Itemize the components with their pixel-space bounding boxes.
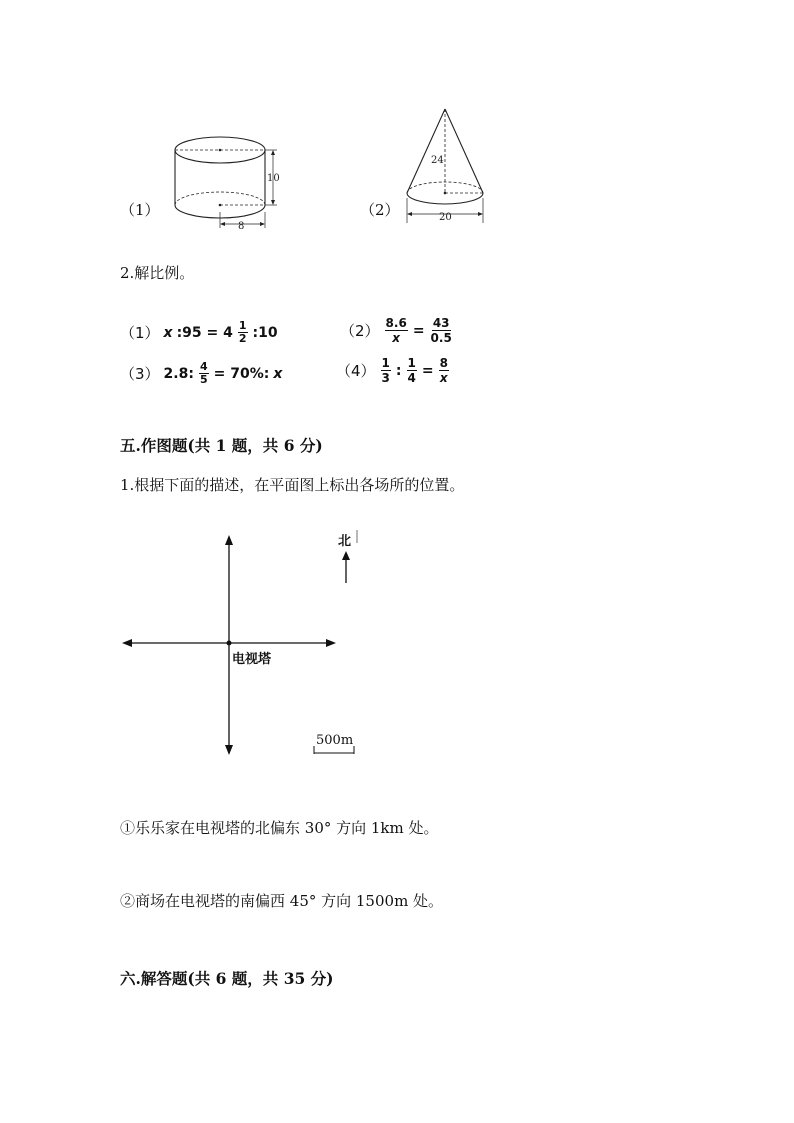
equals-sign: = [412,322,425,339]
north-label: 北 [338,534,352,549]
direction-map [115,525,375,765]
variable-x: x [163,324,173,341]
cylinder-label: （1） [120,201,160,219]
cylinder-height-label: 10 [267,173,280,184]
section-heading: 五.作图题(共 1 题，共 6 分) [120,436,323,455]
fraction: $\frac{1}{3}$ [381,356,390,385]
section-heading: 六.解答题(共 6 题，共 35 分) [120,969,334,988]
variable-x: x [273,365,283,382]
description-item-1: ①乐乐家在电视塔的北偏东 30° 方向 1km 处。 [120,819,439,837]
expression-part: :95 = 4 [176,324,233,341]
cone-figure [400,105,492,227]
expression-part: = 70%: [213,365,270,382]
question-text: 1.根据下面的描述，在平面图上标出各场所的位置。 [120,476,465,494]
proportion-3 [120,361,282,386]
question-title: 2.解比例。 [120,264,195,282]
expression-part: :10 [252,324,278,341]
fraction: $\frac{4}{5}$ [199,360,208,386]
fraction: $\frac{8}{x}$ [439,356,448,385]
cylinder-radius-label: 8 [238,221,245,232]
problem-number: （4） [336,362,376,380]
problem-number: （2） [340,322,380,340]
cylinder-figure [165,128,285,234]
equals-sign: = [421,362,434,379]
description-item-2: ②商场在电视塔的南偏西 45° 方向 1500m 处。 [120,892,444,910]
colon: : [395,362,402,379]
proportion-4 [336,356,450,385]
fraction: $\frac{1}{2}$ [238,319,247,345]
fraction: $\frac{43}{0.5}$ [430,316,452,345]
proportion-2 [340,316,454,345]
tower-label: 电视塔 [232,652,272,667]
cone-diameter-label: 20 [439,212,452,223]
problem-number: （3） [120,365,160,383]
cone-label: （2） [360,201,400,219]
scale-label: 500m [316,733,354,748]
fraction: $\frac{8.6}{x}$ [385,316,407,345]
proportion-1 [120,320,278,345]
problem-number: （1） [120,324,160,342]
expression-part: 2.8: [163,365,194,382]
fraction: $\frac{1}{4}$ [407,356,416,385]
cone-height-label: 24 [431,155,444,166]
